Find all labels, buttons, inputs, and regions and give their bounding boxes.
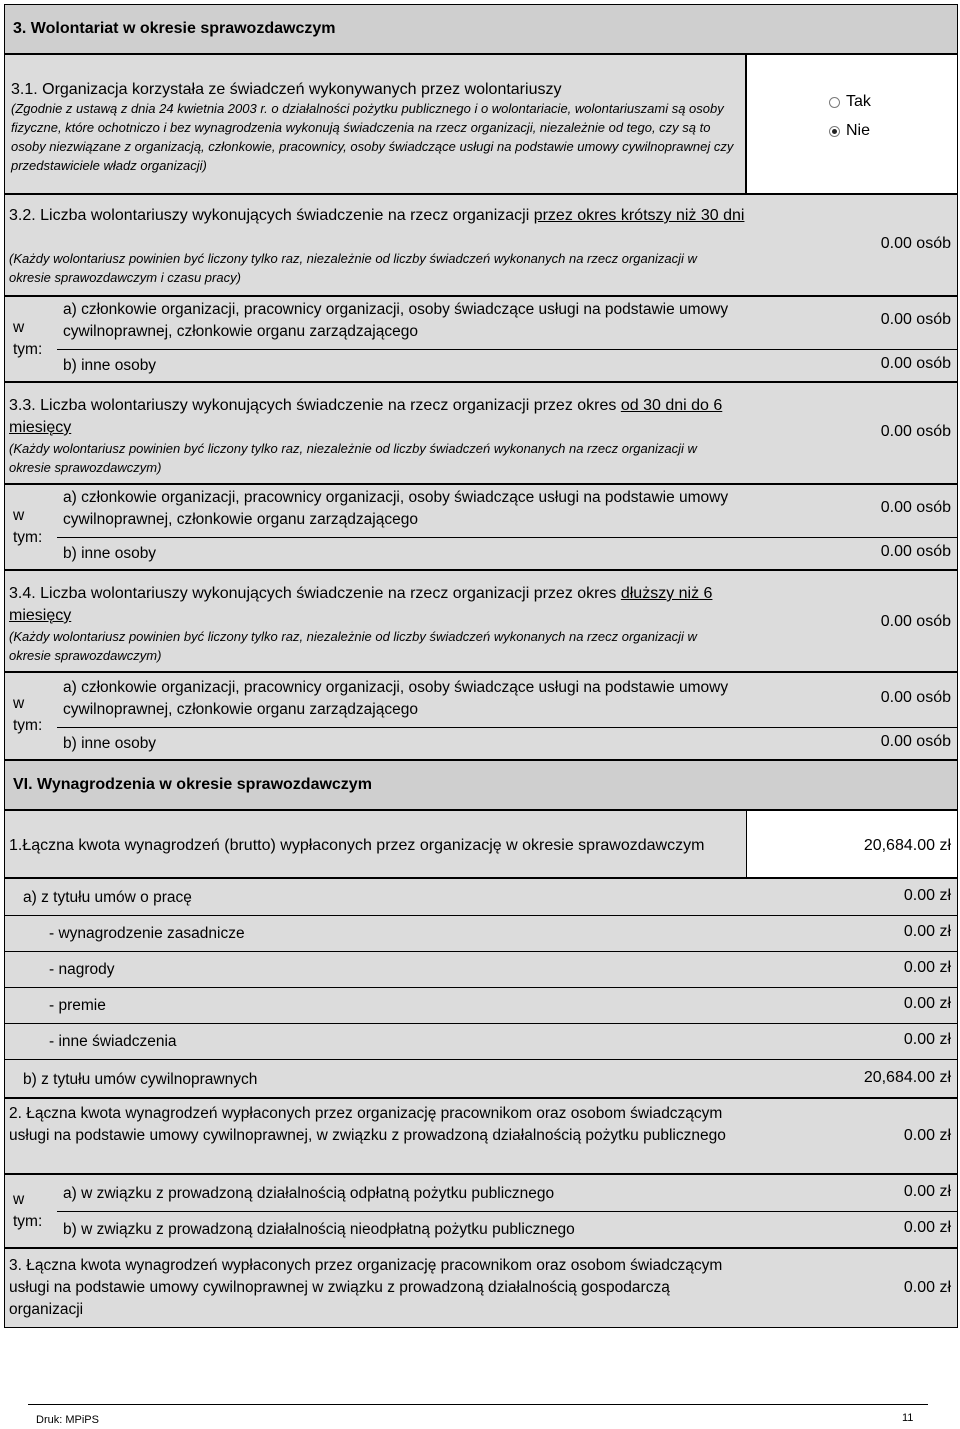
section-3-header [4, 4, 958, 54]
q34-b-value: 0.00 osób [880, 733, 951, 750]
q62-wtym: w tym: [13, 1191, 43, 1230]
wage-row-label-awards: - nagrody [49, 961, 115, 978]
q32-b-label: b) inne osoby [63, 357, 157, 374]
q34-wtym: w tym: [13, 695, 43, 734]
wage-separator-5 [5, 1059, 957, 1060]
q32-note: (Każdy wolontariusz powinien być liczony tylko raz, niezależnie od liczby świadczeń wykonanych na rzecz organizacji w okresie sprawozdawczym i czasu pracy) [9, 251, 697, 285]
q32-value: 0.00 osób [880, 235, 951, 252]
radio-nie-icon[interactable] [829, 126, 840, 137]
q33-b-label: b) inne osoby [63, 545, 157, 562]
q33-title [9, 395, 749, 439]
q32-cell [4, 194, 958, 296]
q32-period: przez okres krótszy niż 30 dni [533, 207, 745, 224]
wage-row-label-b: b) z tytułu umów cywilnoprawnych [23, 1071, 258, 1088]
q34-value: 0.00 osób [880, 613, 951, 630]
footer-rule [28, 1404, 928, 1405]
q34-note: (Każdy wolontariusz powinien być liczony tylko raz, niezależnie od liczby świadczeń wykonanych na rzecz organizacji w okresie sprawozdawczym) [9, 629, 697, 663]
q62-value: 0.00 zł [903, 1127, 951, 1144]
q62-a-label: a) w związku z prowadzoną działalnością odpłatną pożytku publicznego [63, 1185, 555, 1202]
radio-tak-icon[interactable] [829, 97, 840, 108]
section-6-title: VI. Wynagrodzenia w okresie sprawozdawczym [13, 776, 372, 793]
q33-cell [4, 382, 958, 484]
wage-row-value-other: 0.00 zł [903, 1031, 951, 1048]
wage-row-label-other: - inne świadczenia [49, 1033, 177, 1050]
q63-value: 0.00 zł [903, 1279, 951, 1296]
q34-a-value: 0.00 osób [880, 689, 951, 706]
q62-breakdown [4, 1174, 958, 1248]
q62-b-value: 0.00 zł [903, 1219, 951, 1236]
wage-row-value-b: 20,684.00 zł [863, 1069, 951, 1086]
wage-row-value-a: 0.00 zł [903, 887, 951, 904]
section-3-title: 3. Wolontariat w okresie sprawozdawczym [13, 20, 336, 37]
footer-page-number: 11 [902, 1412, 914, 1424]
total-wages-value-cell [746, 810, 958, 878]
q33-a-label: a) członkowie organizacji, pracownicy organizacji, osoby świadczące usługi na podstawie umowy cywilnoprawnej, członkowie organu zarządzającego [63, 489, 729, 528]
q34-breakdown [4, 672, 958, 760]
wage-separator-3 [5, 987, 957, 988]
q62-cell [4, 1098, 958, 1174]
total-wages-label: 1.Łączna kwota wynagrodzeń (brutto) wypłaconych przez organizację w okresie sprawozdawczym [9, 837, 705, 854]
wage-row-value-base: 0.00 zł [903, 923, 951, 940]
section-6-header [4, 760, 958, 810]
wage-separator-2 [5, 951, 957, 952]
q63-cell [4, 1248, 958, 1328]
q62-label: 2. Łączna kwota wynagrodzeń wypłaconych przez organizację pracownikom oraz osobom świadczącym usługi na podstawie umowy cywilnoprawnej, w związku z prowadzoną działalnością pożytku publicznego [9, 1105, 726, 1144]
q32-a-label: a) członkowie organizacji, pracownicy organizacji, osoby świadczące usługi na podstawie umowy cywilnoprawnej, członkowie organu zarządzającego [63, 301, 729, 340]
q32-lead: 3.2. Liczba wolontariuszy wykonujących świadczenie na rzecz organizacji [9, 207, 530, 224]
q62-b-label: b) w związku z prowadzoną działalnością nieodpłatną pożytku publicznego [63, 1221, 575, 1238]
q31-answer-cell [746, 54, 958, 194]
radio-option-nie[interactable] [829, 122, 870, 140]
q33-note: (Każdy wolontariusz powinien być liczony tylko raz, niezależnie od liczby świadczeń wykonanych na rzecz organizacji w okresie sprawozdawczym) [9, 441, 697, 475]
wage-row-label-bonus: - premie [49, 997, 106, 1014]
q33-a-value: 0.00 osób [880, 499, 951, 516]
q32-b-value: 0.00 osób [880, 355, 951, 372]
total-wages-value: 20,684.00 zł [863, 837, 951, 854]
q32-breakdown [4, 296, 958, 382]
wage-row-value-bonus: 0.00 zł [903, 995, 951, 1012]
wage-row-label-a: a) z tytułu umów o pracę [23, 889, 192, 906]
q33-value: 0.00 osób [880, 423, 951, 440]
q32-wtym: w tym: [13, 319, 43, 358]
q33-period: od 30 dni do 6 miesięcy [9, 397, 723, 436]
q34-title [9, 583, 749, 627]
q34-b-label: b) inne osoby [63, 735, 157, 752]
q33-breakdown [4, 484, 958, 570]
wage-row-value-awards: 0.00 zł [903, 959, 951, 976]
q62-separator [57, 1211, 957, 1212]
q63-label: 3. Łączna kwota wynagrodzeń wypłaconych przez organizację pracownikom oraz osobom świadczącym usługi na podstawie umowy cywilnoprawnej w związku z prowadzoną działalnością gospodarczą organizacji [9, 1257, 723, 1318]
q34-lead: 3.4. Liczba wolontariuszy wykonujących świadczenie na rzecz organizacji przez okres [9, 585, 617, 602]
radio-tak-label: Tak [846, 93, 871, 110]
wages-breakdown [4, 878, 958, 1098]
q33-separator [57, 537, 957, 538]
wage-separator-4 [5, 1023, 957, 1024]
q32-a-value: 0.00 osób [880, 311, 951, 328]
q34-period: dłuższy niż 6 miesięcy [9, 585, 713, 624]
q33-lead: 3.3. Liczba wolontariuszy wykonujących świadczenie na rzecz organizacji przez okres [9, 397, 617, 414]
q31-question-cell [4, 54, 746, 194]
wage-separator-1 [5, 915, 957, 916]
q34-a-label: a) członkowie organizacji, pracownicy organizacji, osoby świadczące usługi na podstawie umowy cywilnoprawnej, członkowie organu zarządzającego [63, 679, 729, 718]
radio-option-tak[interactable] [829, 93, 871, 111]
footer-print-label: Druk: MPiPS [36, 1414, 99, 1426]
radio-nie-label: Nie [846, 122, 871, 139]
q62-a-value: 0.00 zł [903, 1183, 951, 1200]
q33-b-value: 0.00 osób [880, 543, 951, 560]
q34-cell [4, 570, 958, 672]
q31-note: (Zgodnie z ustawą z dnia 24 kwietnia 2003 r. o działalności pożytku publicznego i o wolontariacie, wolontariuszami są osoby fizyczne, które ochotniczo i bez wynagrodzenia wykonują świadczenia na rzecz organizacji, niezależnie od tego, czy są to osoby niezwiązane z organizacją, członkowie, pracownicy, osoby świadczące usługi na podstawie umowy cywilnoprawnej czy przedstawiciele władz organizacji) [11, 101, 734, 173]
q32-title [9, 205, 749, 227]
q32-separator [57, 349, 957, 350]
q34-separator [57, 727, 957, 728]
q33-wtym: w tym: [13, 507, 43, 546]
wage-row-label-base: - wynagrodzenie zasadnicze [49, 925, 245, 942]
q31-title: 3.1. Organizacja korzystała ze świadczeń wykonywanych przez wolontariuszy [11, 81, 562, 98]
